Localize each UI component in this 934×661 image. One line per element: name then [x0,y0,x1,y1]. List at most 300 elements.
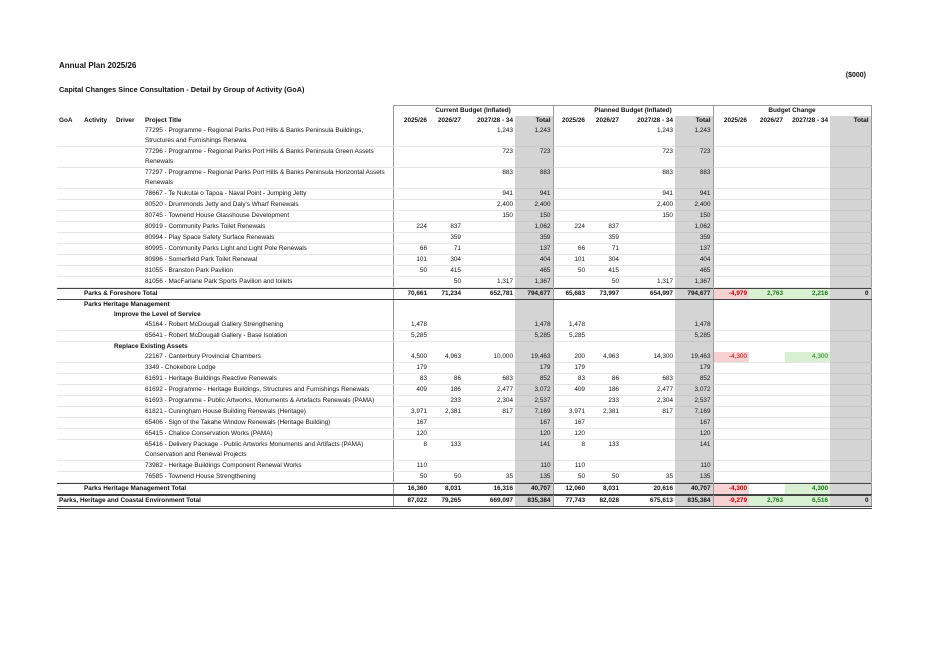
project-title: 80919 - Community Parks Toilet Renewals [143,222,393,233]
col-driver: Driver [116,117,135,124]
planned-total: 120 [675,429,713,440]
total-value: 71,234 [429,289,463,300]
planned-value: 66 [553,244,587,255]
project-title: 77296 - Programme - Regional Parks Port Hills & Banks Peninsula Green Assets Renewals [143,147,393,168]
change-value: -4,979 [713,289,749,300]
activity-cell [82,255,114,266]
current-value [429,200,463,211]
planned-value [621,440,675,461]
current-value [393,168,429,189]
current-value: 83 [393,374,429,385]
current-total: 723 [515,147,553,168]
current-value [463,320,515,331]
change-total [830,233,871,244]
planned-total: 137 [675,244,713,255]
change-value [785,363,830,374]
planned-value [587,126,621,147]
table-row [57,407,871,418]
goa-cell [57,200,82,211]
change-value [713,331,749,342]
current-value [429,147,463,168]
planned-value: 50 [553,472,587,483]
current-value: 66 [393,244,429,255]
current-value: 409 [393,385,429,396]
planned-value [621,233,675,244]
current-value: 86 [429,374,463,385]
table-row [57,147,871,168]
change-value: 4,300 [785,484,830,495]
planned-value [621,429,675,440]
total-value: 16,316 [463,484,515,495]
planned-value: 817 [621,407,675,418]
planned-total: 723 [675,147,713,168]
project-title: 80520 - Drummonds Jetty and Daly's Wharf Renewals [143,200,393,211]
change-value [749,168,785,189]
table-row [57,277,871,288]
change-value [713,255,749,266]
project-title: 77297 - Programme - Regional Parks Port Hills & Banks Peninsula Horizontal Assets Renewals [143,168,393,189]
activity-cell [82,363,114,374]
planned-total: 1,243 [675,126,713,147]
goa-cell [57,385,82,396]
change-value [785,200,830,211]
col-project-title: Project Title [145,117,182,124]
project-title: 61692 - Programme - Heritage Buildings, Structures and Furnishings Renewals [143,385,393,396]
current-value: 683 [463,374,515,385]
project-title: 73982 - Heritage Buildings Component Renewal Works [143,461,393,472]
current-value: 133 [429,440,463,461]
table-row [57,363,871,374]
current-value: 50 [429,472,463,483]
heritage-section-heading [57,300,871,310]
col-planned-total: Total [675,116,713,126]
current-value: 186 [429,385,463,396]
planned-value: 233 [587,396,621,407]
change-value [785,168,830,189]
activity-cell [82,320,114,331]
planned-value: 50 [587,277,621,288]
driver-cell [114,418,143,429]
planned-value [587,168,621,189]
driver-cell [114,352,143,363]
goa-cell [57,266,82,277]
project-title: 80745 - Townend House Glasshouse Development [143,211,393,222]
change-total [830,244,871,255]
current-value [429,211,463,222]
planned-value [621,461,675,472]
table-row [57,440,871,461]
current-total: 7,169 [515,407,553,418]
project-title: 76585 - Townend House Strengthening [143,472,393,483]
current-value: 3,971 [393,407,429,418]
planned-value: 101 [553,255,587,266]
current-value [429,418,463,429]
goa-cell [57,244,82,255]
planned-total: 141 [675,440,713,461]
goa-cell [57,472,82,483]
goa-cell [57,211,82,222]
change-total [830,211,871,222]
driver-cell [114,255,143,266]
change-value [713,320,749,331]
change-total [830,255,871,266]
grand-total-row [57,496,871,508]
current-value [429,189,463,200]
planned-total: 110 [675,461,713,472]
change-value [785,418,830,429]
table-row [57,233,871,244]
planned-value [553,233,587,244]
change-value [713,189,749,200]
change-value [785,396,830,407]
change-value [785,407,830,418]
col-planned-2025: 2025/26 [553,116,587,126]
current-total: 120 [515,429,553,440]
planned-value [553,126,587,147]
change-total [830,331,871,342]
current-value [429,331,463,342]
project-title: 65641 - Robert McDougall Gallery - Base Isolation [143,331,393,342]
planned-value [621,244,675,255]
planned-value: 186 [587,385,621,396]
current-value [463,331,515,342]
driver-cell [114,429,143,440]
change-total [830,200,871,211]
current-value: 50 [393,472,429,483]
activity-cell [82,147,114,168]
activity-cell [82,440,114,461]
change-value [749,396,785,407]
col-change-2025: 2025/26 [713,116,749,126]
change-value [749,320,785,331]
current-value: 1,478 [393,320,429,331]
planned-value [587,461,621,472]
total-value: 654,997 [621,289,675,300]
current-value [393,277,429,288]
planned-value [553,277,587,288]
activity-cell [82,126,114,147]
total-value: 40,707 [515,484,553,495]
change-total [830,440,871,461]
change-value [749,211,785,222]
current-total: 141 [515,440,553,461]
planned-value: 4,963 [587,352,621,363]
total-value: 12,060 [553,484,587,495]
planned-value: 50 [587,472,621,483]
col-change-2026: 2026/27 [759,117,783,124]
change-value [749,189,785,200]
change-value [749,200,785,211]
planned-total: 3,072 [675,385,713,396]
table-row [57,352,871,363]
driver-cell [114,147,143,168]
change-value [785,320,830,331]
current-budget-header: Current Budget (Inflated) [393,106,553,117]
change-value [713,418,749,429]
total-value: 794,677 [675,289,713,300]
activity-cell [82,407,114,418]
current-total: 19,463 [515,352,553,363]
change-value: 0 [830,496,871,508]
planned-value: 200 [553,352,587,363]
table-row [57,266,871,277]
parks-foreshore-total-section [57,288,871,321]
current-total: 883 [515,168,553,189]
driver-cell [114,277,143,288]
driver-cell [114,126,143,147]
planned-value: 723 [621,147,675,168]
change-value: 4,300 [785,352,830,363]
parks-foreshore-total-row [57,289,871,300]
current-value [463,266,515,277]
current-value [393,189,429,200]
grand-total-label: Parks, Heritage and Coastal Environment Total [57,496,393,508]
change-value [749,244,785,255]
change-value: 2,216 [785,289,830,300]
total-value: 835,384 [675,496,713,508]
planned-value: 409 [553,385,587,396]
goa-cell [57,396,82,407]
change-value [713,385,749,396]
project-title: 45164 - Robert McDougall Gallery Strengthening [143,320,393,331]
level-of-service-rows [57,320,871,342]
current-value: 71 [429,244,463,255]
change-total [830,147,871,168]
change-total [830,385,871,396]
table-row [57,461,871,472]
planned-value: 150 [621,211,675,222]
change-value [785,385,830,396]
heritage-title: Parks Heritage Management [84,301,170,308]
total-label: Parks Heritage Management Total [57,484,393,495]
driver-cell [114,266,143,277]
current-total: 404 [515,255,553,266]
planned-value: 224 [553,222,587,233]
planned-total: 1,062 [675,222,713,233]
current-value [463,255,515,266]
current-value [463,363,515,374]
change-value [713,461,749,472]
planned-total: 2,400 [675,200,713,211]
planned-total: 19,463 [675,352,713,363]
change-value [713,266,749,277]
planned-value: 3,971 [553,407,587,418]
table-row [57,168,871,189]
table-row [57,222,871,233]
activity-cell [82,385,114,396]
project-title: 81055 - Branston Park Pavilion [143,266,393,277]
change-value [713,147,749,168]
planned-value [621,418,675,429]
activity-cell [82,429,114,440]
total-value: 16,360 [393,484,429,495]
change-value [785,277,830,288]
table-row [57,472,871,483]
current-total: 5,285 [515,331,553,342]
driver-cell [114,168,143,189]
planned-value [621,222,675,233]
current-value [393,396,429,407]
replace-assets-rows [57,352,871,483]
change-value [713,222,749,233]
current-total: 1,367 [515,277,553,288]
change-value [749,233,785,244]
current-total: 3,072 [515,385,553,396]
change-value: -9,279 [713,496,749,508]
change-value [713,472,749,483]
planned-value: 1,243 [621,126,675,147]
current-value [393,233,429,244]
goa-cell [57,233,82,244]
col-planned-2027: 2027/28 - 34 [637,117,673,124]
current-value: 817 [463,407,515,418]
driver-cell [114,233,143,244]
change-value [749,461,785,472]
change-value [713,168,749,189]
change-value [749,472,785,483]
activity-cell [82,266,114,277]
current-value: 4,963 [429,352,463,363]
activity-cell [82,189,114,200]
goa-cell [57,147,82,168]
change-value [830,484,871,495]
change-value [785,244,830,255]
change-total [830,396,871,407]
change-total [830,429,871,440]
driver-cell [114,211,143,222]
goa-cell [57,222,82,233]
goa-cell [57,189,82,200]
planned-value: 1,317 [621,277,675,288]
change-total [830,320,871,331]
project-title: 65406 - Sign of the Takahe Window Renewals (Heritage Building) [143,418,393,429]
current-value: 150 [463,211,515,222]
current-value: 415 [429,266,463,277]
table-row [57,211,871,222]
planned-value: 2,477 [621,385,675,396]
table-row [57,255,871,266]
lol-title: Improve the Level of Service [114,311,201,318]
table-row [57,200,871,211]
planned-value [553,200,587,211]
total-value: 669,097 [463,496,515,508]
change-value [749,126,785,147]
total-value: 8,031 [587,484,621,495]
current-value [463,244,515,255]
driver-cell [114,331,143,342]
change-total [830,126,871,147]
goa-cell [57,418,82,429]
planned-total: 7,169 [675,407,713,418]
planned-value: 837 [587,222,621,233]
activity-cell [82,331,114,342]
current-value [429,461,463,472]
current-value: 110 [393,461,429,472]
planned-value: 83 [553,374,587,385]
planned-value: 14,300 [621,352,675,363]
current-total: 2,400 [515,200,553,211]
change-value [713,277,749,288]
current-value [429,320,463,331]
current-total: 2,537 [515,396,553,407]
budget-change-header: Budget Change [713,106,871,117]
planned-value: 883 [621,168,675,189]
heritage-total-row [57,484,871,495]
col-activity: Activity [84,117,108,124]
planned-value: 415 [587,266,621,277]
goa-cell [57,352,82,363]
change-value [713,374,749,385]
change-value [785,440,830,461]
current-total: 167 [515,418,553,429]
change-value [749,374,785,385]
activity-cell [82,472,114,483]
planned-total: 465 [675,266,713,277]
current-total: 179 [515,363,553,374]
activity-cell [82,244,114,255]
planned-value [621,363,675,374]
total-value: 70,661 [393,289,429,300]
current-value: 224 [393,222,429,233]
change-value [785,211,830,222]
current-total: 150 [515,211,553,222]
change-total [830,277,871,288]
current-total: 1,478 [515,320,553,331]
planned-value [587,200,621,211]
change-value: 2,763 [749,289,785,300]
planned-value [587,331,621,342]
change-value [713,211,749,222]
change-total [830,189,871,200]
change-value [713,363,749,374]
current-value: 2,304 [463,396,515,407]
change-value [749,440,785,461]
current-value: 304 [429,255,463,266]
planned-value [587,211,621,222]
planned-value: 133 [587,440,621,461]
planned-value: 2,381 [587,407,621,418]
change-value [785,429,830,440]
change-value [749,266,785,277]
change-total [830,461,871,472]
activity-cell [82,222,114,233]
current-value: 359 [429,233,463,244]
current-total: 1,062 [515,222,553,233]
planned-total: 5,285 [675,331,713,342]
current-value: 50 [429,277,463,288]
planned-value: 8 [553,440,587,461]
goa-cell [57,168,82,189]
planned-total: 883 [675,168,713,189]
driver-cell [114,320,143,331]
current-value: 179 [393,363,429,374]
current-value [463,440,515,461]
planned-value: 50 [553,266,587,277]
project-title: 80994 - Play Space Safety Surface Renewals [143,233,393,244]
col-goa: GoA [59,117,73,124]
current-total: 1,243 [515,126,553,147]
change-value [785,126,830,147]
project-title: 61693 - Programme - Public Artworks, Monuments & Artefacts Renewals (PAMA) [143,396,393,407]
current-value [463,418,515,429]
change-value: -4,300 [713,484,749,495]
current-value: 120 [393,429,429,440]
planned-total: 941 [675,189,713,200]
change-value [713,200,749,211]
project-title: 80996 - Somerfield Park Toilet Renewal [143,255,393,266]
planned-value: 120 [553,429,587,440]
planned-value: 110 [553,461,587,472]
